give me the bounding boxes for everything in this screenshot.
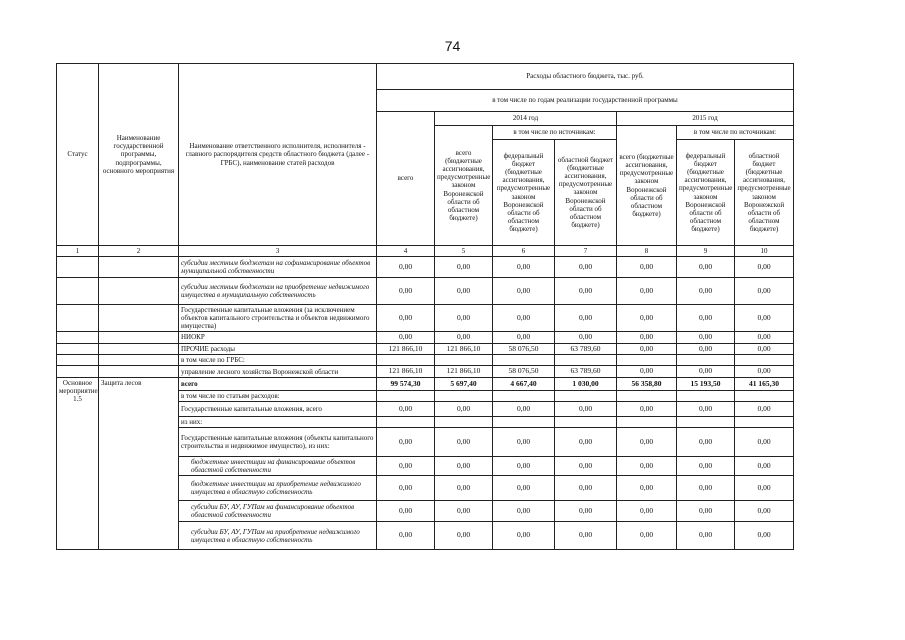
row-status: [57, 355, 99, 366]
row-value: [617, 417, 677, 428]
header-status: Статус: [57, 64, 99, 246]
header-expenses: Расходы областного бюджета, тыс. руб.: [377, 64, 794, 90]
row-value: [493, 391, 555, 402]
row-value: 0,00: [555, 305, 617, 332]
row-program: [99, 278, 179, 305]
row-name: в том числе по статьям расходов:: [179, 391, 377, 402]
row-value: [677, 417, 735, 428]
row-name: бюджетные инвестиции на финансирование объектов областной собственности: [179, 457, 377, 476]
row-value: 0,00: [555, 257, 617, 278]
row-status: [57, 257, 99, 278]
row-value: 0,00: [555, 522, 617, 550]
row-value: [377, 355, 435, 366]
row-value: 0,00: [677, 522, 735, 550]
row-value: 0,00: [617, 305, 677, 332]
row-value: 0,00: [555, 402, 617, 417]
row-status: Основное мероприятие 1.5: [57, 378, 99, 550]
row-value: 0,00: [617, 476, 677, 501]
row-name: ПРОЧИЕ расходы: [179, 343, 377, 355]
row-value: [735, 355, 794, 366]
row-name: всего: [179, 378, 377, 391]
row-value: 0,00: [617, 402, 677, 417]
table-row: [57, 355, 794, 366]
row-value: 0,00: [493, 457, 555, 476]
row-value: 0,00: [735, 332, 794, 344]
table-row: [57, 366, 794, 378]
row-value: 63 789,60: [555, 366, 617, 378]
row-value: 0,00: [493, 332, 555, 344]
row-value: 0,00: [493, 501, 555, 522]
row-value: 0,00: [617, 332, 677, 344]
row-name: субсидии БУ, АУ, ГУПам на финансирование объектов областной собственности: [179, 501, 377, 522]
row-value: [735, 391, 794, 402]
row-value: 0,00: [435, 278, 493, 305]
row-name: Государственные капитальные вложения (за исключением объектов капитального строительства и объектов недвижимого имущества): [179, 305, 377, 332]
column-number: 5: [435, 246, 493, 257]
header-year-2015: 2015 год: [617, 112, 794, 126]
row-value: 58 076,50: [493, 343, 555, 355]
budget-table: [56, 63, 794, 550]
row-value: [493, 355, 555, 366]
row-value: 0,00: [677, 305, 735, 332]
row-value: 0,00: [555, 457, 617, 476]
row-value: 1 030,00: [555, 378, 617, 391]
row-value: 0,00: [617, 428, 677, 457]
column-number: 7: [555, 246, 617, 257]
row-value: 5 697,40: [435, 378, 493, 391]
row-value: [435, 391, 493, 402]
page-number: 74: [444, 38, 461, 54]
row-value: [555, 417, 617, 428]
row-value: 0,00: [555, 501, 617, 522]
row-value: 0,00: [493, 305, 555, 332]
row-value: 0,00: [435, 522, 493, 550]
row-value: 0,00: [735, 428, 794, 457]
row-value: [555, 391, 617, 402]
row-value: 0,00: [493, 522, 555, 550]
column-number: 6: [493, 246, 555, 257]
column-number: 4: [377, 246, 435, 257]
row-value: 0,00: [677, 343, 735, 355]
row-value: 63 789,60: [555, 343, 617, 355]
row-value: 0,00: [617, 257, 677, 278]
table-row: [57, 257, 794, 278]
row-value: 0,00: [377, 476, 435, 501]
column-number: 10: [735, 246, 794, 257]
row-name: в том числе по ГРБС:: [179, 355, 377, 366]
table-body: [57, 257, 794, 550]
row-value: 0,00: [735, 476, 794, 501]
row-value: 0,00: [735, 457, 794, 476]
row-name: НИОКР: [179, 332, 377, 344]
header-2015-federal: федеральный бюджет (бюджетные ассигнования, предусмотренные законом Воронежской области об областном бюджете): [677, 140, 735, 246]
row-value: 0,00: [617, 457, 677, 476]
row-value: 0,00: [435, 305, 493, 332]
row-value: 0,00: [555, 332, 617, 344]
row-program: [99, 366, 179, 378]
row-value: 56 358,80: [617, 378, 677, 391]
row-value: 0,00: [735, 257, 794, 278]
row-name: субсидии БУ, АУ, ГУПам на приобретение недвижимого имущества в областную собственность: [179, 522, 377, 550]
row-value: [677, 355, 735, 366]
row-program: [99, 305, 179, 332]
row-value: [555, 355, 617, 366]
row-value: 0,00: [677, 278, 735, 305]
row-value: 0,00: [735, 343, 794, 355]
table-row: [57, 278, 794, 305]
row-value: 0,00: [493, 278, 555, 305]
row-value: 15 193,50: [677, 378, 735, 391]
row-program: [99, 332, 179, 344]
row-value: 99 574,30: [377, 378, 435, 391]
row-value: 0,00: [677, 332, 735, 344]
row-value: [435, 355, 493, 366]
row-value: 0,00: [677, 257, 735, 278]
row-value: 0,00: [435, 332, 493, 344]
row-program: [99, 257, 179, 278]
row-value: [493, 417, 555, 428]
row-value: 0,00: [493, 402, 555, 417]
row-value: 58 076,50: [493, 366, 555, 378]
row-value: 0,00: [677, 428, 735, 457]
row-name: Государственные капитальные вложения (объекты капитального строительства и недвижимое имущество), из них:: [179, 428, 377, 457]
row-value: 121 866,10: [435, 366, 493, 378]
row-value: 0,00: [377, 457, 435, 476]
row-value: 0,00: [677, 457, 735, 476]
row-value: 0,00: [377, 257, 435, 278]
column-number-row: [57, 246, 794, 257]
column-number: 2: [99, 246, 179, 257]
row-name: управление лесного хозяйства Воронежской области: [179, 366, 377, 378]
row-value: 4 667,40: [493, 378, 555, 391]
row-value: 0,00: [555, 476, 617, 501]
row-value: 0,00: [735, 278, 794, 305]
row-value: 0,00: [435, 402, 493, 417]
header-2015-by-sources: в том числе по источникам:: [677, 126, 794, 140]
row-value: [435, 417, 493, 428]
row-status: [57, 305, 99, 332]
row-value: 0,00: [677, 402, 735, 417]
header-2014-total-budget: всего (бюджетные ассигнования, предусмотренные законом Воронежской области об областном бюджете): [435, 126, 493, 246]
row-value: [617, 355, 677, 366]
header-by-years: в том числе по годам реализации государственной программы: [377, 90, 794, 112]
header-executor: Наименование ответственного исполнителя, исполнителя - главного распорядителя средств областного бюджета (далее - ГРБС), наименование статей расходов: [179, 64, 377, 246]
row-value: 0,00: [617, 366, 677, 378]
row-value: 0,00: [617, 501, 677, 522]
table-row: [57, 343, 794, 355]
row-value: 0,00: [435, 257, 493, 278]
row-program: Защита лесов: [99, 378, 179, 550]
header-total: всего: [377, 112, 435, 246]
row-status: [57, 366, 99, 378]
row-value: 121 866,10: [435, 343, 493, 355]
row-status: [57, 278, 99, 305]
row-value: 0,00: [617, 343, 677, 355]
row-program: [99, 355, 179, 366]
header-program-name: Наименование государственной программы, подпрограммы, основного мероприятия: [99, 64, 179, 246]
row-value: 0,00: [377, 501, 435, 522]
row-value: 0,00: [377, 332, 435, 344]
header-2014-by-sources: в том числе по источникам:: [493, 126, 617, 140]
row-value: 121 866,10: [377, 366, 435, 378]
row-value: 0,00: [617, 278, 677, 305]
column-number: 8: [617, 246, 677, 257]
row-value: 0,00: [677, 366, 735, 378]
row-value: 0,00: [493, 476, 555, 501]
row-value: 0,00: [493, 257, 555, 278]
table-row: [57, 378, 794, 391]
row-name: субсидии местным бюджетам на приобретение недвижимого имущества в муниципальную собственность: [179, 278, 377, 305]
row-value: 0,00: [735, 305, 794, 332]
row-value: 0,00: [435, 428, 493, 457]
table-row: [57, 332, 794, 344]
row-value: 0,00: [735, 402, 794, 417]
row-value: 0,00: [377, 402, 435, 417]
row-value: 0,00: [735, 501, 794, 522]
row-value: 0,00: [435, 476, 493, 501]
row-value: 0,00: [735, 522, 794, 550]
row-value: 0,00: [377, 428, 435, 457]
row-value: [677, 391, 735, 402]
row-name: субсидии местным бюджетам на софинансирование объектов муниципальной собственности: [179, 257, 377, 278]
row-program: [99, 343, 179, 355]
row-value: 0,00: [435, 501, 493, 522]
row-name: Государственные капитальные вложения, всего: [179, 402, 377, 417]
row-value: 0,00: [555, 428, 617, 457]
row-value: [377, 391, 435, 402]
row-value: 0,00: [435, 457, 493, 476]
row-value: 0,00: [617, 522, 677, 550]
row-value: 0,00: [377, 522, 435, 550]
row-value: 0,00: [677, 476, 735, 501]
row-value: [377, 417, 435, 428]
row-value: 0,00: [493, 428, 555, 457]
column-number: 1: [57, 246, 99, 257]
row-value: [735, 417, 794, 428]
column-number: 9: [677, 246, 735, 257]
row-value: [617, 391, 677, 402]
column-number: 3: [179, 246, 377, 257]
row-value: 41 165,30: [735, 378, 794, 391]
table-row: [57, 305, 794, 332]
row-value: 0,00: [735, 366, 794, 378]
row-value: 0,00: [555, 278, 617, 305]
row-name: бюджетные инвестиции на приобретение недвижимого имущества в областную собственность: [179, 476, 377, 501]
row-name: из них:: [179, 417, 377, 428]
header-2014-federal: федеральный бюджет (бюджетные ассигнования, предусмотренные законом Воронежской области об областном бюджете): [493, 140, 555, 246]
header-year-2014: 2014 год: [435, 112, 617, 126]
header-2015-total-budget: всего (бюджетные ассигнования, предусмотренные законом Воронежской области об областном бюджете): [617, 126, 677, 246]
row-status: [57, 332, 99, 344]
row-value: 0,00: [677, 501, 735, 522]
row-value: 0,00: [377, 305, 435, 332]
header-2014-regional: областной бюджет (бюджетные ассигнования, предусмотренные законом Воронежской области об областном бюджете): [555, 140, 617, 246]
row-value: 0,00: [377, 278, 435, 305]
row-status: [57, 343, 99, 355]
row-value: 121 866,10: [377, 343, 435, 355]
header-2015-regional: областной бюджет (бюджетные ассигнования, предусмотренные законом Воронежской области об областном бюджете): [735, 140, 794, 246]
